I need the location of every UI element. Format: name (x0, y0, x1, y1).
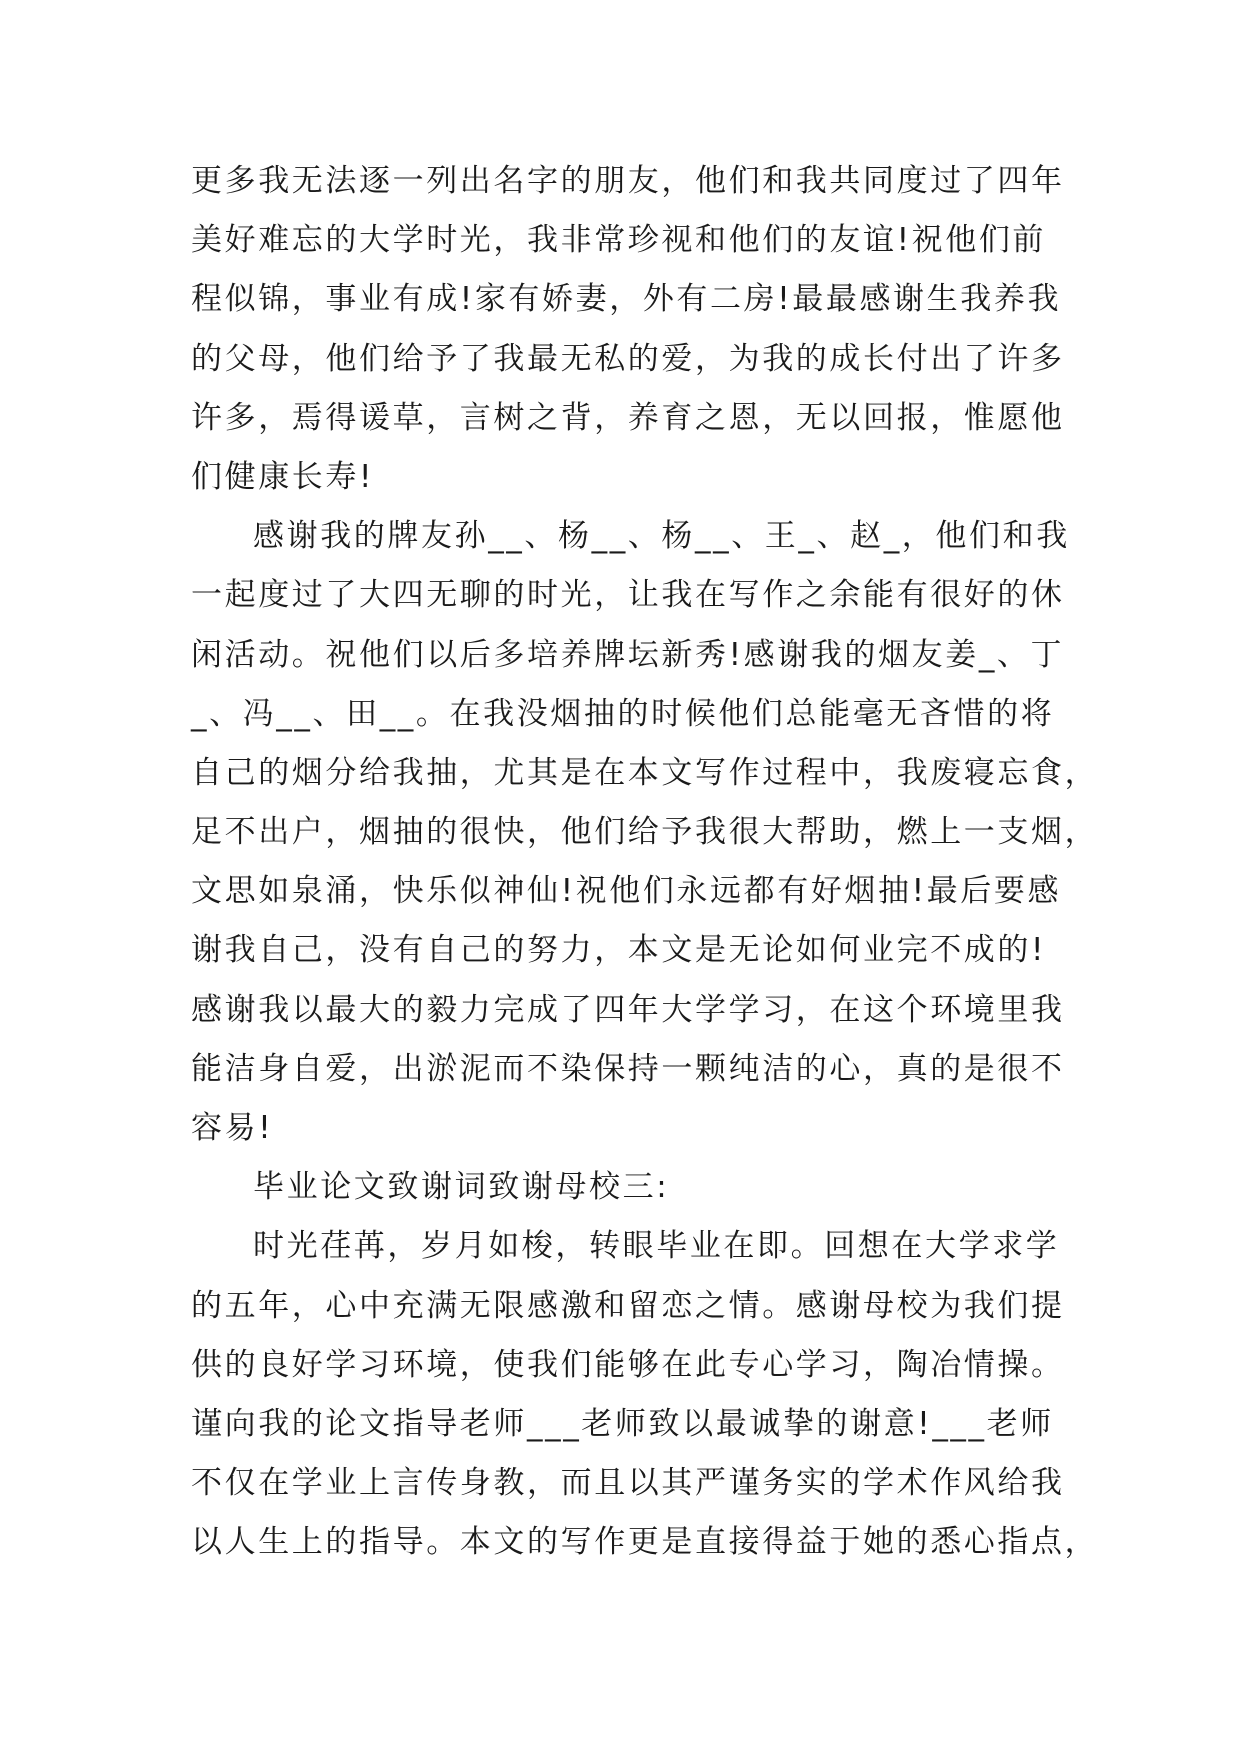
text-line: 感谢我以最大的毅力完成了四年大学学习，在这个环境里我 (191, 991, 1065, 1028)
text-line: _、冯__、田__。在我没烟抽的时候他们总能毫无吝惜的将 (191, 695, 1055, 732)
text-line: 能洁身自爱，出淤泥而不染保持一颗纯洁的心，真的是很不 (191, 1050, 1065, 1087)
paragraph-start-line: 感谢我的牌友孙__、杨__、杨__、王_、赵_，他们和我 (253, 518, 1070, 555)
paragraph-start-line: 时光荏苒，岁月如梭，转眼毕业在即。回想在大学求学 (253, 1228, 1060, 1265)
text-line: 们健康长寿! (191, 458, 375, 495)
text-line: 的父母，他们给予了我最无私的爱，为我的成长付出了许多 (191, 340, 1065, 377)
document-body (191, 152, 1099, 1573)
text-line: 许多，焉得谖草，言树之背，养育之恩，无以回报，惟愿他 (191, 399, 1065, 436)
text-line: 供的良好学习环境，使我们能够在此专心学习，陶冶情操。 (191, 1346, 1065, 1383)
text-line: 自己的烟分给我抽，尤其是在本文写作过程中，我废寝忘食， (191, 754, 1099, 791)
text-line: 美好难忘的大学时光，我非常珍视和他们的友谊!祝他们前 (191, 222, 1047, 259)
text-line: 程似锦，事业有成!家有娇妻，外有二房!最最感谢生我养我 (191, 281, 1062, 318)
text-line: 一起度过了大四无聊的时光，让我在写作之余能有很好的休 (191, 577, 1065, 614)
text-line: 谨向我的论文指导老师___老师致以最诚挚的谢意!___老师 (191, 1405, 1054, 1442)
text-line: 谢我自己，没有自己的努力，本文是无论如何业完不成的! (191, 932, 1047, 969)
text-line: 足不出户，烟抽的很快，他们给予我很大帮助，燃上一支烟， (191, 814, 1099, 851)
text-line: 文思如泉涌，快乐似神仙!祝他们永远都有好烟抽!最后要感 (191, 873, 1062, 910)
text-line: 闲活动。祝他们以后多培养牌坛新秀!感谢我的烟友姜_、丁 (191, 636, 1065, 673)
text-line: 容易! (191, 1110, 274, 1146)
section-heading: 毕业论文致谢词致谢母校三: (253, 1169, 670, 1206)
text-line: 以人生上的指导。本文的写作更是直接得益于她的悉心指点， (191, 1524, 1099, 1561)
text-line: 不仅在学业上言传身教，而且以其严谨务实的学术作风给我 (191, 1465, 1065, 1502)
text-line: 的五年，心中充满无限感激和留恋之情。感谢母校为我们提 (191, 1287, 1065, 1324)
text-line: 更多我无法逐一列出名字的朋友，他们和我共同度过了四年 (191, 163, 1065, 199)
